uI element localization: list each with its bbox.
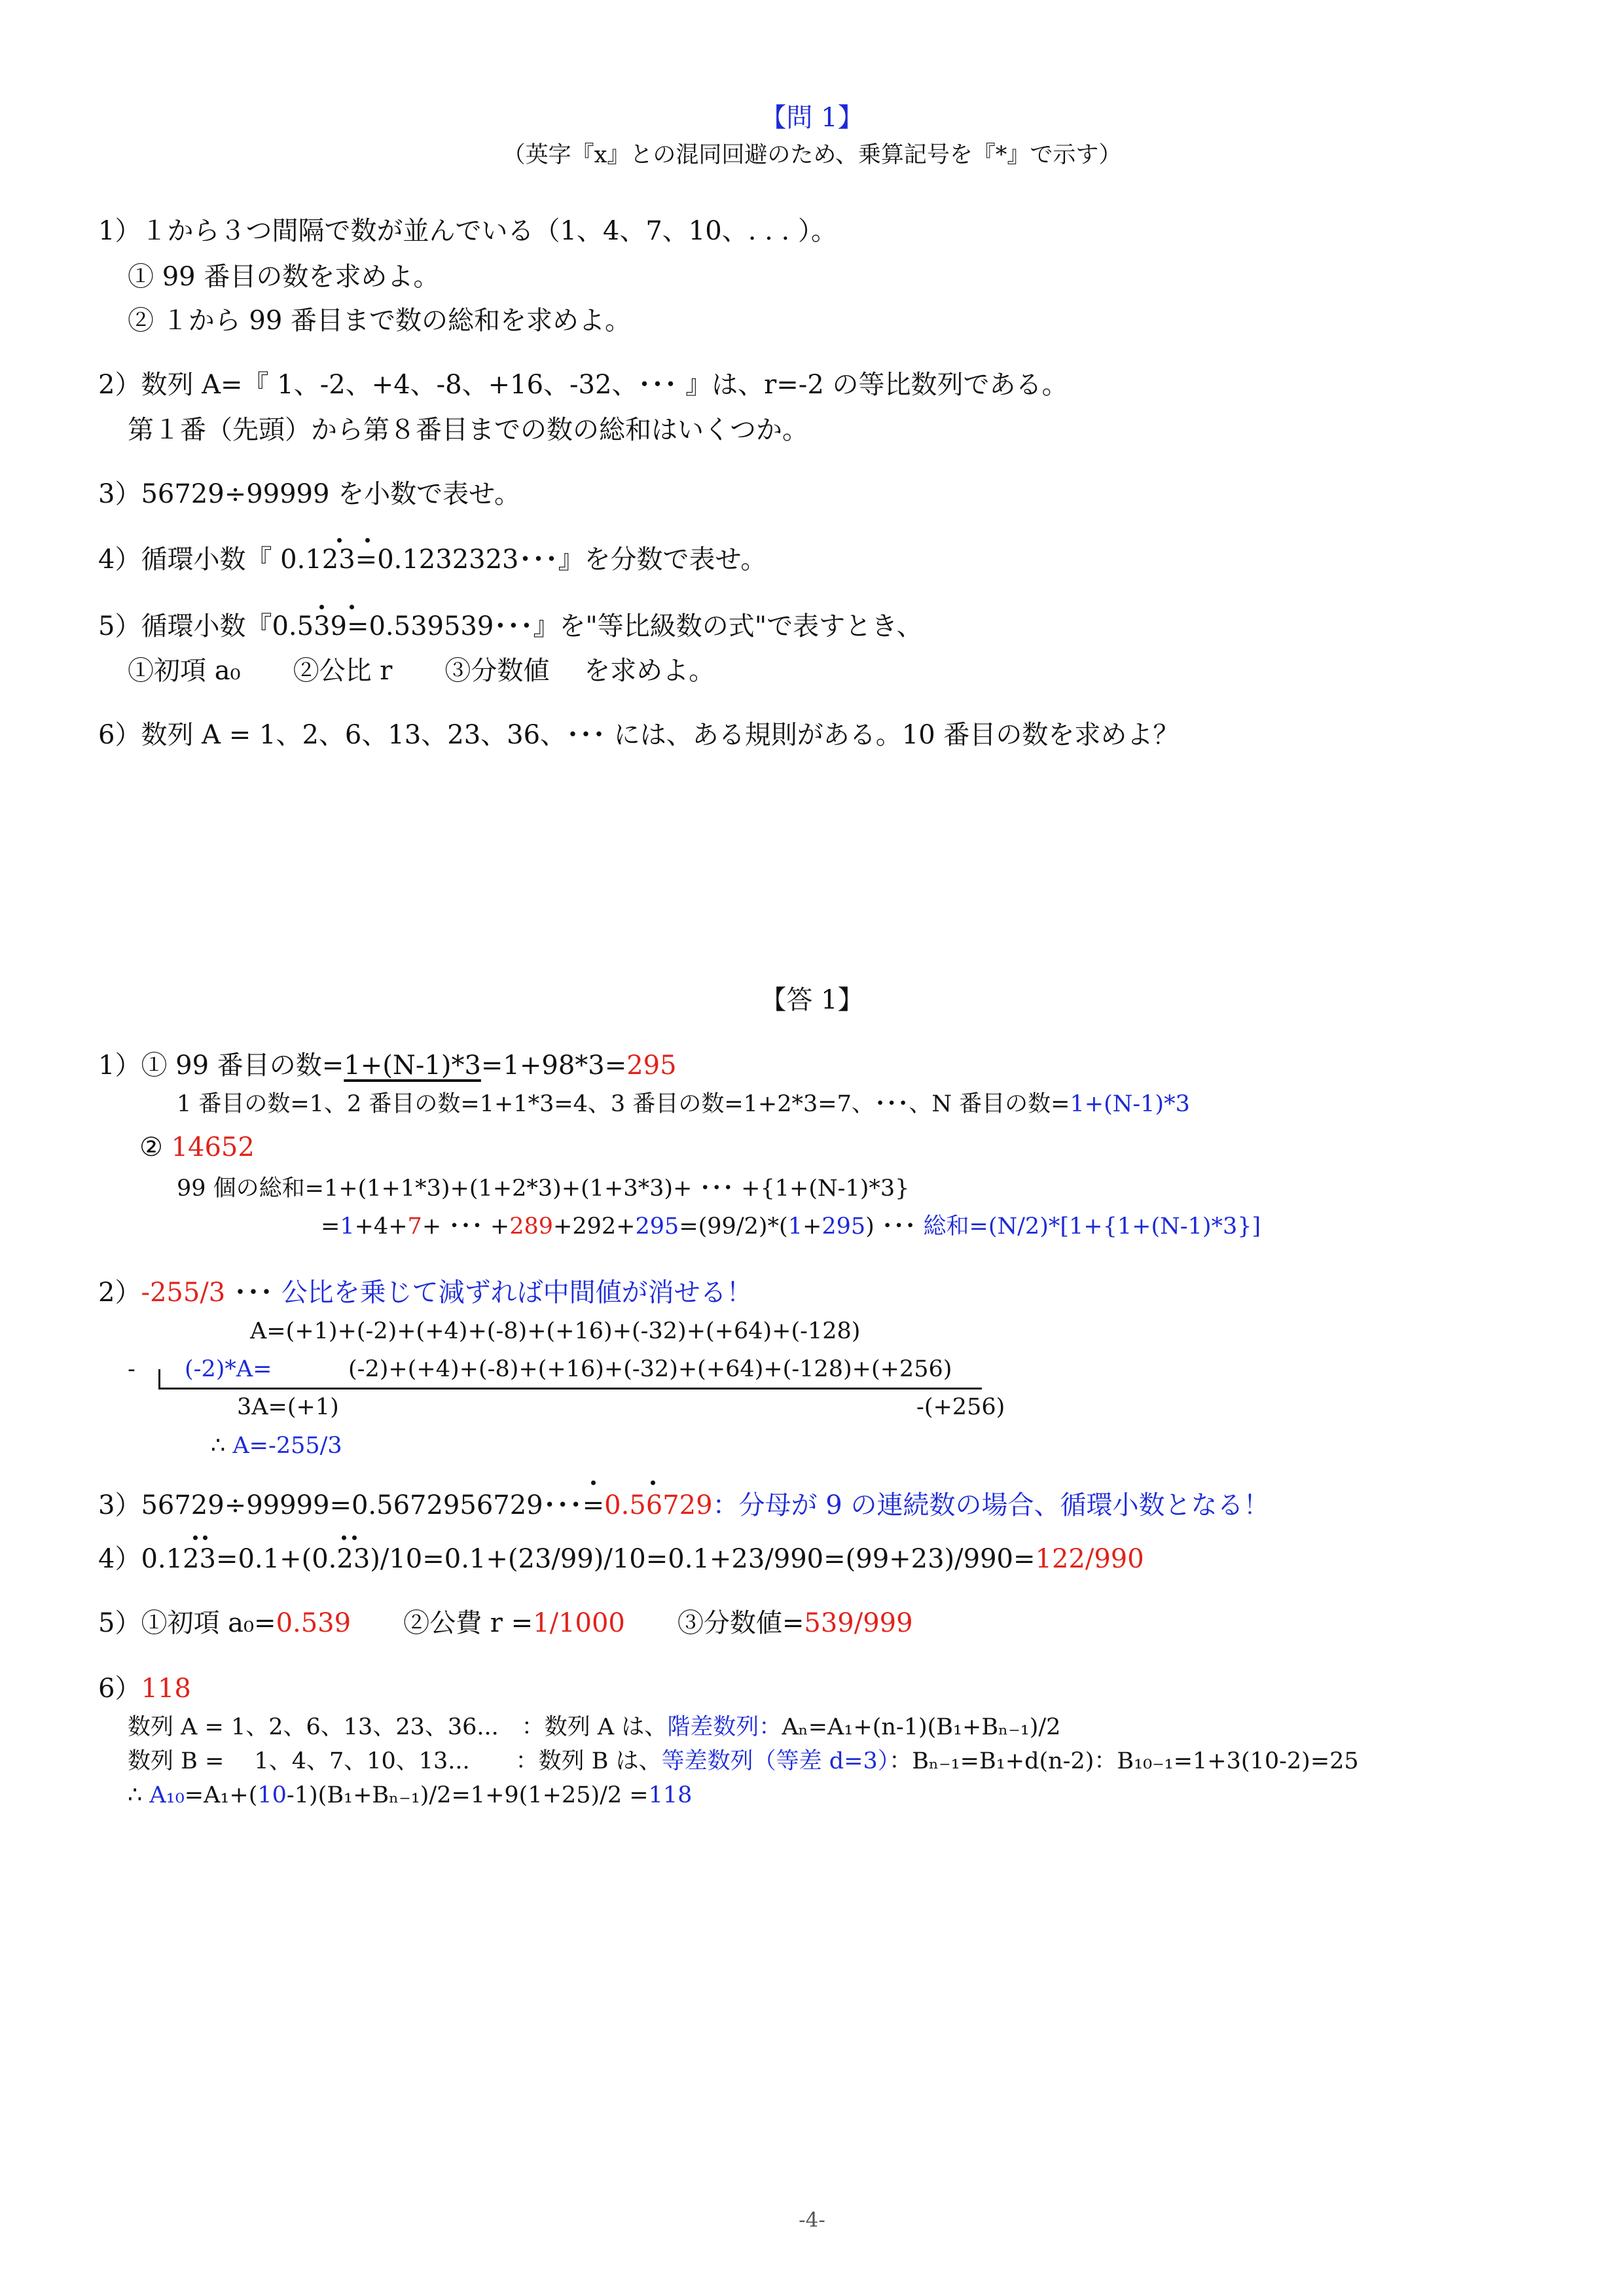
minus-sign: - bbox=[128, 1356, 135, 1382]
a1-line1: 1）① 99 番目の数=1+(N-1)*3=1+98*3=295 bbox=[98, 1050, 677, 1081]
a6-line1: 6）118 bbox=[98, 1674, 191, 1704]
repeat-dot bbox=[342, 1535, 346, 1540]
a5-line: 5）①初項 a₀=0.539 ②公費 r =1/1000 ③分数値=539/999 bbox=[98, 1608, 913, 1638]
a2-line5: ∴ A=-255/3 bbox=[211, 1433, 342, 1459]
a1-line2: 1 番目の数=1、2 番目の数=1+1*3=4、3 番目の数=1+2*3=7、･･･、N 番目の数=1+(N-1)*3 bbox=[177, 1091, 1190, 1117]
a2-line4-right: -(+256) bbox=[916, 1394, 1005, 1420]
a6-line4: ∴ A₁₀=A₁+(10-1)(B₁+Bₙ₋₁)/2=1+9(1+25)/2 =118 bbox=[128, 1782, 693, 1808]
q6-line: 6）数列 A = 1、2、6、13、23、36、･･･ には、ある規則がある。10 番目の数を求めよ？ bbox=[98, 720, 1180, 750]
repeat-dot bbox=[337, 538, 342, 543]
repeat-dot bbox=[651, 1480, 655, 1485]
page-number: -4- bbox=[799, 2208, 825, 2232]
repeat-dot bbox=[319, 605, 324, 609]
q1-sub1: ① 99 番目の数を求めよ。 bbox=[128, 262, 440, 292]
repeat-dot bbox=[591, 1480, 596, 1485]
a2-line1: 2）-255/3 ･･･ 公比を乗じて減ずれば中間値が消せる！ bbox=[98, 1278, 753, 1308]
repeat-dot bbox=[203, 1535, 208, 1540]
subtract-bracket bbox=[158, 1369, 160, 1389]
a3-line: 3）56729÷99999=0.5672956729･･･=0.56729：分母が 9 の連続数の場合、循環小数となる！ bbox=[98, 1490, 1270, 1520]
repeat-dot bbox=[350, 605, 354, 609]
q1-line: 1）１から３つ間隔で数が並んでいる（1、4、7、10、. . . ）。 bbox=[98, 216, 837, 246]
a1-line5: =1+4+7+ ･･･ +289+292+295=(99/2)*(1+295) ･･･ 総和=(N/2)*[1+{1+(N-1)*3}] bbox=[321, 1213, 1261, 1240]
a6-line2: 数列 A = 1、2、6、13、23、36... ：数列 A は、階差数列：Aₙ=A₁+(n-1)(B₁+Bₙ₋₁)/2 bbox=[128, 1714, 1061, 1740]
answer-title: 【答 1】 bbox=[760, 985, 864, 1015]
a1-line4: 99 個の総和=1+(1+1*3)+(1+2*3)+(1+3*3)+ ･･･ +{1+(N-1)*3} bbox=[177, 1175, 910, 1202]
q2-line1: 2）数列 A=『 1、-2、+4、-8、+16、-32、･･･ 』は、r=-2 の等比数列である。 bbox=[98, 370, 1068, 400]
repeat-dot bbox=[365, 538, 370, 543]
question-note: （英字『x』との混同回避のため、乗算記号を『*』で示す） bbox=[502, 142, 1122, 168]
a1-line3: ② 14652 bbox=[139, 1132, 255, 1162]
a4-line: 4）0.123=0.1+(0.23)/10=0.1+(23/99)/10=0.1+23/990=(99+23)/990=122/990 bbox=[98, 1544, 1144, 1574]
a2-line2: A=(+1)+(-2)+(+4)+(-8)+(+16)+(-32)+(+64)+(-128) bbox=[250, 1318, 861, 1344]
a2-line4-left: 3A=(+1) bbox=[237, 1394, 339, 1420]
q2-line2: 第１番（先頭）から第８番目までの数の総和はいくつか。 bbox=[128, 415, 808, 445]
a6-line3: 数列 B = 1、4、7、10、13... ：数列 B は、等差数列（等差 d=3）：Bₙ₋₁=B₁+d(n-2)：B₁₀₋₁=1+3(10-2)=25 bbox=[128, 1748, 1359, 1774]
q1-sub2: ② １から 99 番目まで数の総和を求めよ。 bbox=[128, 306, 632, 336]
q3-line: 3）56729÷99999 を小数で表せ。 bbox=[98, 479, 520, 509]
q5-line1: 5）循環小数『0.539=0.539539･･･』を"等比級数の式"で表すとき、 bbox=[98, 611, 923, 641]
repeat-dot bbox=[193, 1535, 198, 1540]
repeat-dot bbox=[352, 1535, 357, 1540]
subtract-rule bbox=[158, 1388, 982, 1390]
a2-line3: (-2)*A= (-2)+(+4)+(-8)+(+16)+(-32)+(+64)+(-128)+(+256) bbox=[185, 1356, 952, 1382]
q4-line: 4）循環小数『 0.123=0.1232323･･･』を分数で表せ。 bbox=[98, 545, 767, 575]
q5-line2: ①初項 a₀ ②公比 r ③分数値 を求めよ。 bbox=[128, 656, 715, 686]
question-title: 【問 1】 bbox=[760, 103, 864, 133]
